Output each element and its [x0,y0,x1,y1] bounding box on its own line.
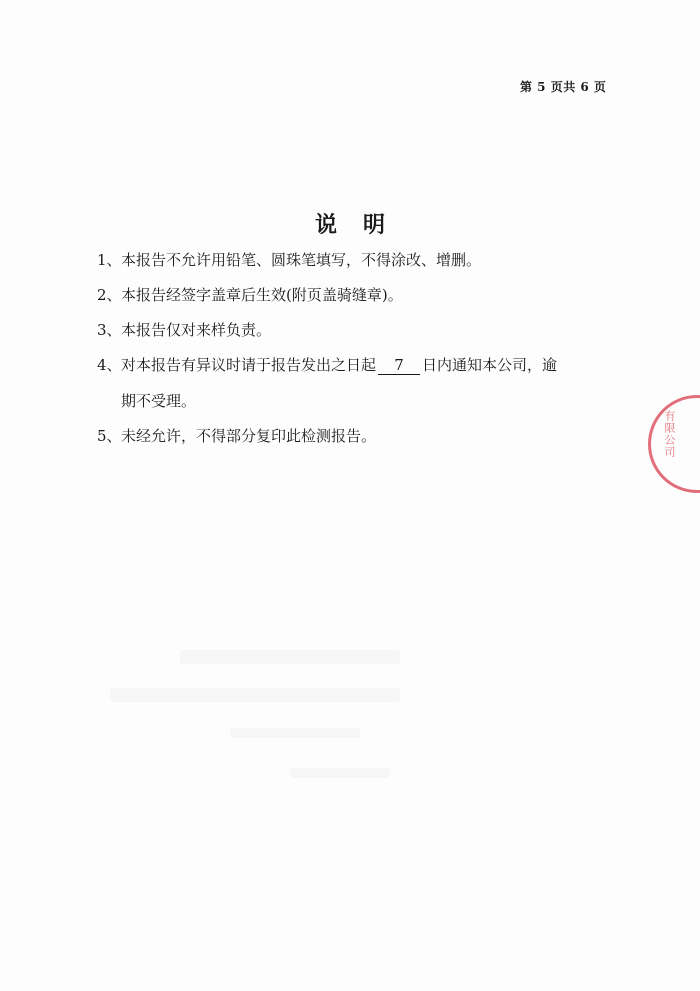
note-item [97,250,617,270]
notes-list [97,250,617,461]
note-text: 本报告不允许用铅笔、圆珠笔填写，不得涂改、增删。 [121,251,482,269]
note-number: 2、 [97,286,122,304]
note-number: 3、 [97,321,122,339]
note-number: 4、 [97,356,122,374]
show-through-shadow [180,650,400,664]
note-item [97,285,617,305]
note-text: 本报告仅对来样负责。 [121,321,272,339]
note-item [97,320,617,340]
show-through-shadow [290,768,390,778]
days-blank: 7 [378,356,420,375]
show-through-shadow [230,728,360,738]
company-seal-stamp [648,395,700,493]
note-text: 对本报告有异议时请于报告发出之日起 [121,356,377,374]
page-title: 说明 [314,212,411,238]
note-item [97,355,617,411]
note-number: 1、 [97,251,122,269]
note-item [97,426,617,446]
show-through-shadow [110,688,400,702]
note-text: 日内通知本公司，逾 [422,356,558,374]
seal-text: 有限公司 [663,410,676,458]
note-text: 未经允许，不得部分复印此检测报告。 [121,427,377,445]
page-number: 第 5 页共 6 页 [520,80,607,94]
note-text-continuation: 期不受理。 [121,392,197,410]
note-text: 本报告经签字盖章后生效(附页盖骑缝章)。 [121,286,403,304]
note-number: 5、 [97,427,122,445]
